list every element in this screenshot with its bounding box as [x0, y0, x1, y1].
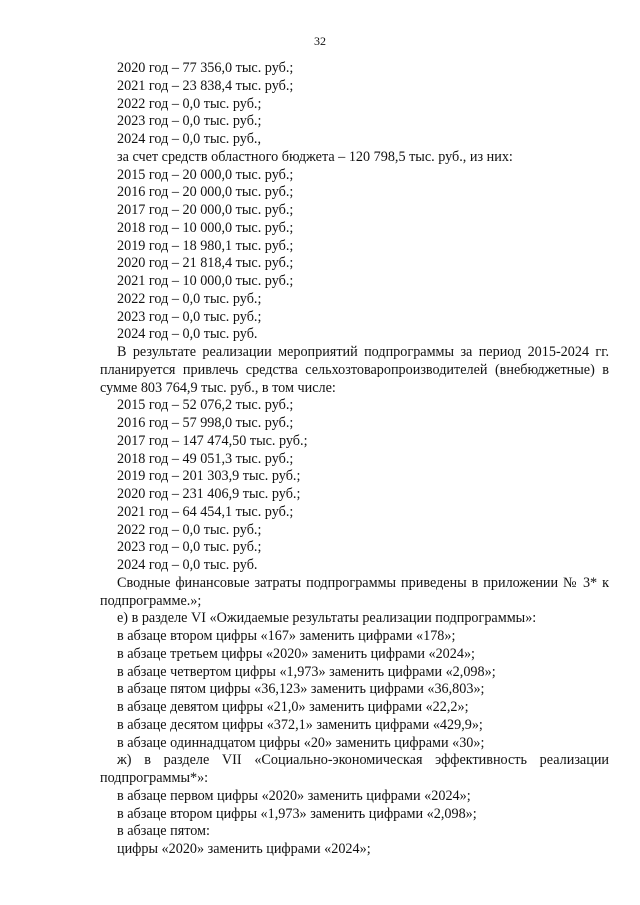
text-line: 2019 год – 18 980,1 тыс. руб.;	[117, 237, 294, 254]
text-line: 2020 год – 231 406,9 тыс. руб.;	[117, 486, 301, 502]
text-line: 2024 год – 0,0 тыс. руб.	[117, 557, 258, 573]
page-number: 32	[314, 34, 326, 48]
document-body	[100, 60, 609, 859]
text-line: 2023 год – 0,0 тыс. руб.;	[117, 539, 262, 556]
text-line: 2015 год – 20 000,0 тыс. руб.;	[117, 166, 294, 183]
text-line: 2024 год – 0,0 тыс. руб.,	[117, 131, 262, 147]
paragraph: ж) в разделе VII «Социально-экономическая эффективность реализации подпрограммы*»:	[100, 752, 609, 786]
text-line: в абзаце четвертом цифры «1,973» заменить цифрами «2,098»;	[117, 663, 496, 680]
text-line: в абзаце пятом цифры «36,123» заменить цифрами «36,803»;	[117, 681, 485, 698]
text-line: 2018 год – 10 000,0 тыс. руб.;	[117, 219, 294, 236]
text-line: в абзаце третьем цифры «2020» заменить цифрами «2024»;	[117, 645, 475, 662]
text-line: 2022 год – 0,0 тыс. руб.;	[117, 95, 262, 112]
text-line: 2016 год – 20 000,0 тыс. руб.;	[117, 184, 294, 201]
paragraph: В результате реализации мероприятий подпрограммы за период 2015-2024 гг. планируется привлечь средства сельхозтоваропроизводителей (внебюджетные) в сумме 803 764,9 тыс. руб., в том числе:	[100, 344, 609, 396]
text-line: цифры «2020» заменить цифрами «2024»;	[117, 841, 371, 857]
text-line: 2021 год – 10 000,0 тыс. руб.;	[117, 273, 294, 289]
text-line: 2023 год – 0,0 тыс. руб.;	[117, 308, 262, 325]
text-line: 2016 год – 57 998,0 тыс. руб.;	[117, 415, 294, 431]
text-line: 2020 год – 21 818,4 тыс. руб.;	[117, 255, 294, 272]
text-line: 2022 год – 0,0 тыс. руб.;	[117, 290, 262, 307]
text-line: в абзаце пятом:	[117, 823, 210, 840]
text-line: 2018 год – 49 051,3 тыс. руб.;	[117, 450, 294, 467]
text-line: 2022 год – 0,0 тыс. руб.;	[117, 521, 262, 538]
text-line: 2024 год – 0,0 тыс. руб.	[117, 326, 258, 343]
text-line: за счет средств областного бюджета – 120 798,5 тыс. руб., из них:	[117, 148, 513, 165]
text-line: 2019 год – 201 303,9 тыс. руб.;	[117, 468, 301, 485]
text-line: в абзаце девятом цифры «21,0» заменить цифрами «22,2»;	[117, 699, 469, 715]
text-line: в абзаце первом цифры «2020» заменить цифрами «2024»;	[117, 787, 471, 804]
text-line: 2021 год – 64 454,1 тыс. руб.;	[117, 503, 294, 520]
text-line: 2017 год – 20 000,0 тыс. руб.;	[117, 202, 294, 218]
text-line: 2021 год – 23 838,4 тыс. руб.;	[117, 77, 294, 94]
text-line: в абзаце одиннадцатом цифры «20» заменить цифрами «30»;	[117, 734, 485, 751]
paragraph: Сводные финансовые затраты подпрограммы приведены в приложении № 3* к подпрограмме.»;	[100, 574, 609, 609]
text-line: 2023 год – 0,0 тыс. руб.;	[117, 113, 262, 130]
text-line: 2015 год – 52 076,2 тыс. руб.;	[117, 397, 294, 414]
text-line: е) в разделе VI «Ожидаемые результаты реализации подпрограммы»:	[117, 610, 537, 627]
text-line: в абзаце десятом цифры «372,1» заменить цифрами «429,9»;	[117, 716, 483, 733]
text-line: 2017 год – 147 474,50 тыс. руб.;	[117, 432, 308, 449]
text-line: в абзаце втором цифры «167» заменить цифрами «178»;	[117, 628, 456, 644]
text-line: 2020 год – 77 356,0 тыс. руб.;	[117, 60, 294, 76]
text-line: в абзаце втором цифры «1,973» заменить цифрами «2,098»;	[117, 805, 477, 822]
